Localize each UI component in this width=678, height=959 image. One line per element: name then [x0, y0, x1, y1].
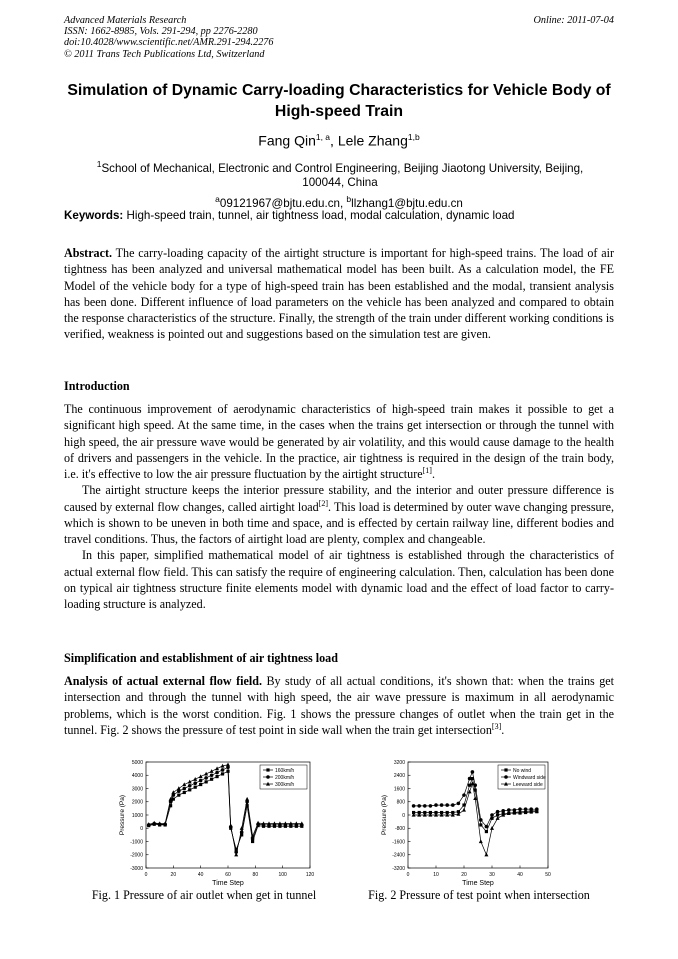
intro-body	[64, 401, 614, 612]
section-2-end: .	[501, 722, 505, 737]
fig1-point-1-10	[199, 779, 203, 783]
fig2-ytick-label-7: -2400	[392, 852, 405, 859]
fig1-xtick-label-3: 60	[225, 872, 231, 878]
fig1-point-2-19	[245, 797, 249, 801]
author-2-name: Lele Zhang	[337, 132, 408, 149]
fig2-point-0-13	[479, 823, 482, 826]
fig1-xtick-label-1: 20	[170, 872, 177, 878]
fig1-ylabel: Pressure (Pa)	[119, 794, 126, 836]
emails	[64, 194, 614, 210]
intro-p1-end: .	[431, 467, 435, 481]
fig2-ytick-label-5: -800	[394, 826, 405, 833]
author-separator: ,	[330, 132, 338, 149]
intro-p1-text: The continuous improvement of aerodynamic characteristics of high-speed train makes it possible to get a significant high speed. At the same time, in the cases when the trains get intersection or through the tunnel with high speed, the air pressure wave would be generated by air volatility, and this would cause damage to the health of drivers and passengers in the vehicle. In the practice, air tightness is required in the design of the train body, i.e. it's effective to low the air pressure fluctuation by the airtight structure	[64, 402, 614, 481]
fig2-point-1-8	[457, 802, 461, 806]
title-line-2: High-speed Train	[274, 103, 404, 120]
fig2-series-line-2	[414, 784, 537, 855]
fig2-point-1-10	[468, 777, 472, 781]
authors	[64, 132, 614, 149]
journal-header	[64, 15, 273, 60]
fig2-xlabel: Time Step	[462, 880, 494, 887]
affiliation-line-1: School of Mechanical, Electronic and Control Engineering, Beijing Jiaotong University, Beijing,	[101, 161, 584, 175]
fig1-ytick-label-4: 1000	[131, 812, 143, 819]
fig1-point-0-12	[210, 778, 213, 781]
affiliation-sup: 1	[96, 159, 102, 169]
fig2-point-1-6	[445, 803, 449, 807]
fig2-point-1-12	[473, 783, 477, 787]
fig2-point-1-14	[485, 825, 489, 829]
fig2-point-0-10	[468, 784, 471, 787]
intro-paragraph-3: In this paper, simplified mathematical model of air tightness is established through the characteristics of actual external flow field. This can satisfy the require of engineering calculation. Then, calculation has been done on typical air tightness structure finite elements model with dynamic load and the effect of load factor to carry-loading structure is analyzed.	[64, 548, 614, 611]
fig1-ytick-label-6: -1000	[130, 839, 143, 846]
intro-paragraph-1	[64, 401, 614, 482]
fig2-point-1-2	[423, 804, 427, 808]
keywords	[64, 209, 514, 222]
fig2-ytick-label-2: 1600	[393, 786, 405, 793]
abstract-label: Abstract.	[64, 246, 113, 260]
email-a[interactable]: 09121967@bjtu.edu.cn,	[219, 196, 347, 210]
fig1-point-0-11	[205, 780, 208, 783]
fig2-point-1-17	[501, 809, 505, 813]
fig1-ytick-label-7: -2000	[130, 852, 143, 859]
fig1-point-1-9	[193, 781, 197, 785]
fig1-xtick-label-4: 80	[252, 872, 259, 878]
fig1-point-1-7	[182, 787, 186, 791]
fig1-xtick-label-6: 120	[305, 872, 315, 878]
fig1-legend-label-0: 160km/h	[275, 767, 295, 774]
email-a-sup: a	[215, 194, 220, 204]
fig2-legend-marker-1	[504, 775, 508, 779]
fig1-xtick-label-2: 40	[197, 872, 204, 878]
fig1-point-0-7	[183, 791, 186, 794]
fig2-ytick-label-4: 0	[402, 812, 405, 819]
fig1-xtick-label-5: 100	[278, 872, 287, 878]
fig1-xtick-label-0: 0	[144, 872, 148, 878]
fig1-ytick-label-1: 4000	[131, 773, 143, 780]
fig2-ytick-label-0: 3200	[393, 759, 405, 766]
fig2-xtick-label-1: 10	[433, 872, 439, 878]
email-b-sup: b	[346, 194, 352, 204]
ref-3[interactable]: [3]	[491, 721, 502, 731]
fig1-point-0-13	[215, 775, 218, 778]
fig2-point-1-4	[434, 803, 438, 807]
keywords-text: High-speed train, tunnel, air tightness load, modal calculation, dynamic load	[123, 209, 515, 222]
email-b[interactable]: llzhang1@bjtu.edu.cn	[351, 196, 463, 210]
fig2-ylabel: Pressure (Pa)	[381, 794, 388, 836]
fig1-ytick-label-8: -3000	[130, 865, 143, 872]
fig2-point-2-14	[484, 853, 488, 857]
fig1-point-0-9	[194, 786, 197, 789]
ref-1[interactable]: [1]	[422, 465, 432, 475]
doi: doi:10.4028/www.scientific.net/AMR.291-294.2276	[64, 37, 274, 49]
fig2-point-1-7	[451, 803, 455, 807]
fig2-point-1-1	[417, 804, 421, 808]
abstract-text: The carry-loading capacity of the airtight structure is important for high-speed trains. The load of air tightness has been analyzed and universal mathematical model has been built. As a calculation model, the FE Model of the vehicle body for a type of high-speed train has been established and the modal, transient analysis has been done. Different influence of load parameters on the vehicle has been analyzed and compared to obtain the response characteristics of the structure. Finally, the strength of the train under different working conditions is verified, weakness is pointed out and suggestions based on the simulation test are given.	[64, 246, 614, 342]
fig2-legend-label-2: Leeward side	[513, 781, 543, 788]
author-1-name: Fang Qin	[258, 132, 316, 149]
fig1-ytick-label-5: 0	[140, 826, 143, 833]
section-2-label: Analysis of actual external flow field.	[64, 674, 262, 688]
journal-name: Advanced Materials Research	[64, 15, 187, 26]
fig2-point-1-13	[479, 818, 483, 822]
fig1-point-2-21	[256, 821, 260, 825]
fig1-point-1-8	[188, 784, 192, 788]
fig1-ytick-label-3: 2000	[131, 799, 143, 806]
fig2-legend-label-0: No wind	[513, 767, 532, 774]
section-2-heading: Simplification and establishment of air tightness load	[64, 651, 338, 665]
fig2-xtick-label-0: 0	[406, 872, 410, 878]
figure-1-caption: Fig. 1 Pressure of air outlet when get in tunnel	[91, 888, 317, 902]
section-2-body	[64, 673, 614, 738]
fig2-xtick-label-5: 50	[545, 872, 551, 878]
fig1-point-0-14	[221, 772, 224, 775]
fig1-point-2-5	[171, 790, 175, 794]
issn: ISSN: 1662-8985, Vols. 291-294, pp 2276-2280	[64, 26, 258, 38]
fig2-point-1-15	[490, 813, 494, 817]
intro-paragraph-2	[64, 482, 614, 547]
fig2-xtick-label-3: 30	[489, 872, 495, 878]
fig1-point-1-11	[204, 776, 208, 780]
intro-p2b-text: . This load is determined by outer wave changing pressure, which is shown to be uneven in both time and space, and is effected by certain railway line, different bodies and travel conditions. Thus, the factors of airtight load are plenty, complex and changeable.	[64, 499, 614, 546]
figure-1-chart	[100, 758, 320, 888]
fig2-point-2-15	[490, 826, 494, 830]
fig2-legend-marker-0	[504, 768, 507, 771]
keywords-label: Keywords:	[64, 209, 124, 222]
title-line-1: Simulation of Dynamic Carry-loading Characteristics for Vehicle Body of	[67, 82, 611, 99]
fig2-point-1-9	[462, 793, 466, 797]
paper-title	[56, 80, 622, 122]
intro-heading: Introduction	[64, 379, 130, 393]
fig2-xtick-label-4: 40	[517, 872, 523, 878]
fig1-legend-marker-0	[266, 768, 269, 771]
fig1-legend-marker-1	[266, 775, 270, 779]
fig2-point-1-3	[429, 804, 433, 808]
author-1-sup: 1, a	[315, 132, 331, 142]
fig2-point-1-16	[496, 810, 500, 814]
fig2-point-1-5	[440, 803, 444, 807]
fig1-point-0-8	[188, 788, 191, 791]
affiliation	[70, 157, 610, 191]
fig2-ytick-label-1: 2400	[393, 773, 405, 780]
fig2-point-1-0	[412, 804, 416, 808]
fig2-ytick-label-3: 800	[396, 799, 405, 806]
fig2-point-2-16	[496, 816, 500, 820]
section-2-text: By study of all actual conditions, it's shown that: when the trains get intersection and through the tunnel with high speed, the air wave pressure is maximum in all aerodynamic problems, which is the worst condition. Fig. 1 shows the pressure changes of outlet when the train get in the tunnel. Fig. 2 shows the pressure of test point in side wall when the train get intersection	[64, 674, 615, 737]
fig2-point-2-13	[479, 839, 483, 843]
fig2-point-2-9	[462, 808, 466, 812]
fig1-point-0-6	[177, 794, 180, 797]
fig1-point-2-6	[177, 786, 181, 790]
fig1-point-2-11	[204, 772, 208, 776]
fig2-legend-label-1: Windward side	[513, 774, 546, 781]
figure-2-chart	[372, 758, 562, 888]
fig1-legend-label-2: 300km/h	[275, 781, 295, 788]
fig2-ytick-label-6: -1600	[392, 839, 405, 846]
abstract	[64, 245, 614, 343]
fig2-ytick-label-8: -3200	[392, 865, 405, 872]
fig1-legend-label-1: 200km/h	[275, 774, 295, 781]
ref-2[interactable]: [2]	[318, 498, 329, 508]
fig2-point-1-11	[471, 770, 475, 774]
affiliation-line-2: 100044, China	[302, 176, 378, 190]
figure-2-caption: Fig. 2 Pressure of test point when intersection	[368, 888, 590, 902]
fig1-point-0-10	[199, 783, 202, 786]
copyright: © 2011 Trans Tech Publications Ltd, Switzerland	[64, 48, 265, 60]
fig2-point-0-14	[485, 830, 488, 833]
fig1-point-2-15	[226, 762, 230, 766]
author-2-sup: 1,b	[407, 132, 420, 142]
fig1-point-2-16	[229, 823, 233, 827]
fig1-point-1-13	[215, 771, 219, 775]
fig1-ytick-label-2: 3000	[131, 786, 143, 793]
fig2-xtick-label-2: 20	[461, 872, 467, 878]
intro-p2a-text: The airtight structure keeps the interior pressure stability, and the interior and outer pressure difference is caused by external flow changes, called airtight load	[64, 483, 614, 514]
fig1-point-1-14	[221, 768, 225, 772]
online-date: Online: 2011-07-04	[533, 15, 614, 26]
fig1-xlabel: Time Step	[212, 880, 244, 887]
fig1-point-1-12	[210, 773, 214, 777]
fig1-ytick-label-0: 5000	[131, 759, 143, 766]
